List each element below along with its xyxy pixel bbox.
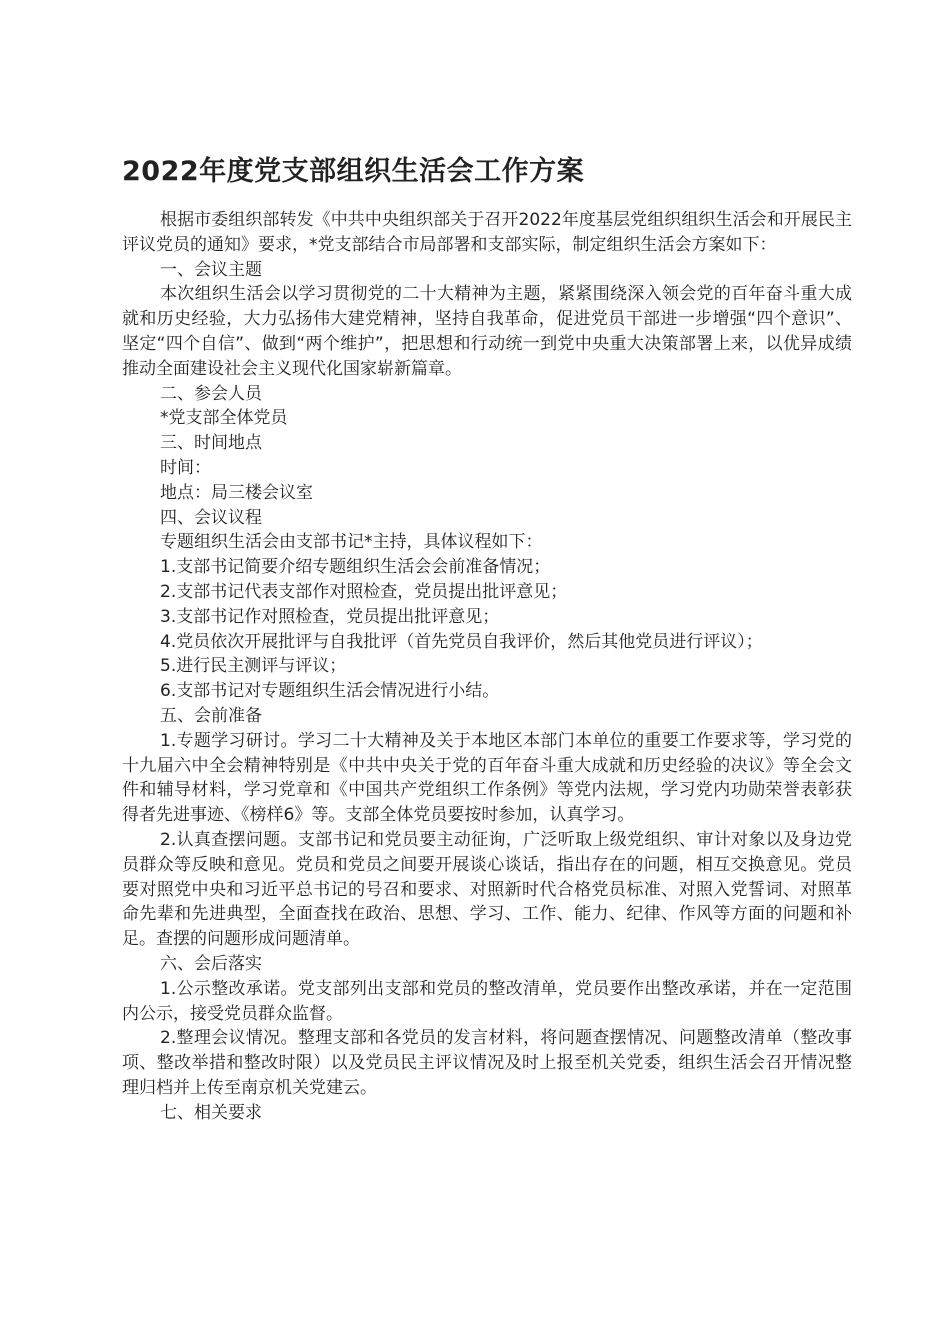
document-page — [122, 152, 852, 1125]
agenda-item: 2.支部书记代表支部作对照检查，党员提出批评意见； — [160, 581, 568, 602]
preparation-paragraph: 1.专题学习研讨。学习二十大精神及关于本地区本部门本单位的重要工作要求等，学习党的十九届六中全会精神特别是《中共中央关于党的百年奋斗重大成就和历史经验的决议》等全会文件和辅导材料，学习党章和《中国共产党组织工作条例》等党内法规，学习党内功勋荣誉表彰获得者先进事迹、《榜样6》等。支部全体党员要按时参加，认真学习。 — [122, 730, 852, 826]
theme-paragraph: 本次组织生活会以学习贯彻党的二十大精神为主题，紧紧围绕深入领会党的百年奋斗重大成就和历史经验，大力弘扬伟大建党精神，坚持自我革命，促进党员干部进一步增强“四个意识”、坚定“四个自信”、做到“两个维护”，把思想和行动统一到党中央重大决策部署上来，以优异成绩推动全面建设社会主义现代化国家崭新篇章。 — [122, 284, 852, 379]
section-heading-attendees: 二、参会人员 — [160, 383, 262, 404]
intro-paragraph: 根据市委组织部转发《中共中央组织部关于召开2022年度基层党组织组织生活会和开展民主评议党员的通知》要求，*党支部结合市局部署和支部实际，制定组织生活会方案如下： — [122, 210, 852, 255]
time-line: 时间： — [160, 457, 211, 478]
section-heading-followup: 六、会后落实 — [160, 953, 262, 974]
agenda-item: 1.支部书记简要介绍专题组织生活会会前准备情况； — [160, 557, 551, 578]
section-heading-preparation: 五、会前准备 — [160, 705, 262, 726]
section-heading-time-place: 三、时间地点 — [160, 433, 262, 454]
document-title: 2022年度党支部组织生活会工作方案 — [122, 156, 585, 187]
preparation-paragraph: 2.认真查摆问题。支部书记和党员要主动征询，广泛听取上级党组织、审计对象以及身边党员群众等反映和意见。党员和党员之间要开展谈心谈话，指出存在的问题，相互交换意见。党员要对照党中央和习近平总书记的号召和要求、对照新时代合格党员标准、对照入党誓词、对照革命先辈和先进典型，全面查找在政治、思想、学习、工作、能力、纪律、作风等方面的问题和补足。查摆的问题形成问题清单。 — [122, 829, 852, 950]
section-heading-requirements: 七、相关要求 — [160, 1102, 262, 1123]
agenda-intro: 专题组织生活会由支部书记*主持，具体议程如下： — [160, 532, 543, 553]
followup-paragraph: 1.公示整改承诺。党支部列出支部和党员的整改清单，党员要作出整改承诺，并在一定范围内公示，接受党员群众监督。 — [122, 978, 852, 1024]
agenda-item: 4.党员依次开展批评与自我批评（首先党员自我评价，然后其他党员进行评议）； — [160, 631, 763, 652]
agenda-item: 5.进行民主测评与评议； — [160, 656, 347, 677]
place-line: 地点：局三楼会议室 — [160, 482, 313, 503]
agenda-item: 6.支部书记对专题组织生活会情况进行小结。 — [160, 681, 500, 702]
agenda-item: 3.支部书记作对照检查，党员提出批评意见； — [160, 606, 500, 627]
attendees-paragraph: *党支部全体党员 — [160, 408, 288, 429]
section-heading-agenda: 四、会议议程 — [160, 507, 262, 528]
followup-paragraph: 2.整理会议情况。整理支部和各党员的发言材料，将问题查摆情况、问题整改清单（整改事项、整改举措和整改时限）以及党员民主评议情况及时上报至机关党委，组织生活会召开情况整理归档并上传至南京机关党建云。 — [122, 1028, 852, 1098]
section-heading-theme: 一、会议主题 — [160, 259, 262, 280]
